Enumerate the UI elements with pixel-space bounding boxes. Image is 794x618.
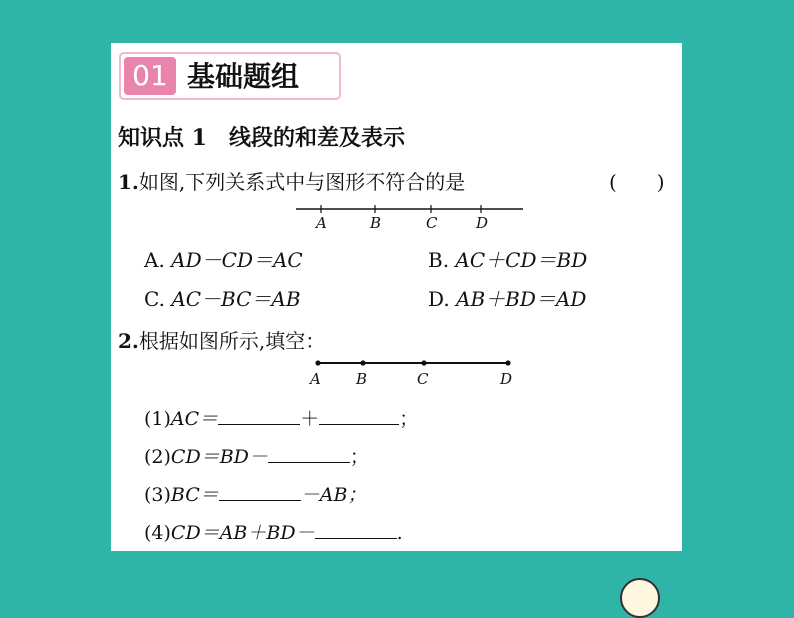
question-1-stem — [118, 166, 465, 195]
q1-point-label-c: C — [426, 214, 438, 232]
mascot-icon — [620, 578, 660, 618]
q1-point-label-b: B — [370, 214, 382, 232]
question-1-segment-figure — [291, 198, 531, 234]
q1-option-b: B. AC＋CD＝BD — [428, 248, 588, 272]
q1-option-c: C. AC－BC＝AB — [144, 287, 301, 311]
q2-blank-3[interactable] — [219, 482, 301, 501]
question-1-answer-paren: ( ) — [609, 170, 665, 194]
question-1-text: 如图,下列关系式中与图形不符合的是 — [138, 170, 466, 194]
q2-blank-1b[interactable] — [319, 406, 399, 425]
q2-fill-item-1: (1)AC＝ ＋ ； — [144, 408, 419, 430]
q1-option-a: A. AD－CD＝AC — [144, 248, 303, 272]
q2-point-label-c: C — [417, 370, 429, 388]
q2-fill-item-2: (2)CD＝BD－ ； — [144, 446, 369, 468]
knowledge-point-title: 线段的和差及表示 — [228, 125, 405, 151]
q2-fill-item-3: (3)BC＝ －AB； — [144, 484, 367, 506]
question-2-text: 根据如图所示,填空： — [138, 329, 326, 353]
q2-point-c — [421, 360, 426, 365]
knowledge-point-heading — [118, 121, 405, 152]
q2-point-a — [315, 360, 320, 365]
q2-point-b — [360, 360, 365, 365]
q2-point-label-b: B — [356, 370, 368, 388]
q2-point-label-a: A — [310, 370, 321, 388]
q2-point-label-d: D — [500, 370, 513, 388]
section-title: 基础题组 — [187, 60, 300, 93]
question-2-stem — [118, 325, 325, 354]
q2-blank-1a[interactable] — [218, 406, 300, 425]
question-2-segment-figure — [306, 355, 526, 391]
question-1-number: 1. — [118, 170, 139, 194]
section-banner — [119, 52, 341, 100]
knowledge-point-label: 知识点 1 — [118, 125, 207, 151]
q2-blank-4[interactable] — [315, 520, 397, 539]
q2-blank-2[interactable] — [268, 444, 350, 463]
question-2-number: 2. — [118, 329, 139, 353]
q2-point-d — [505, 360, 510, 365]
q2-fill-item-4: (4)CD＝AB＋BD－ . — [144, 522, 403, 544]
q1-point-label-a: A — [316, 214, 327, 232]
worksheet-card — [111, 43, 682, 551]
q1-point-label-d: D — [476, 214, 489, 232]
q1-option-d: D. AB＋BD＝AD — [428, 287, 587, 311]
section-number-badge: 01 — [124, 57, 176, 95]
